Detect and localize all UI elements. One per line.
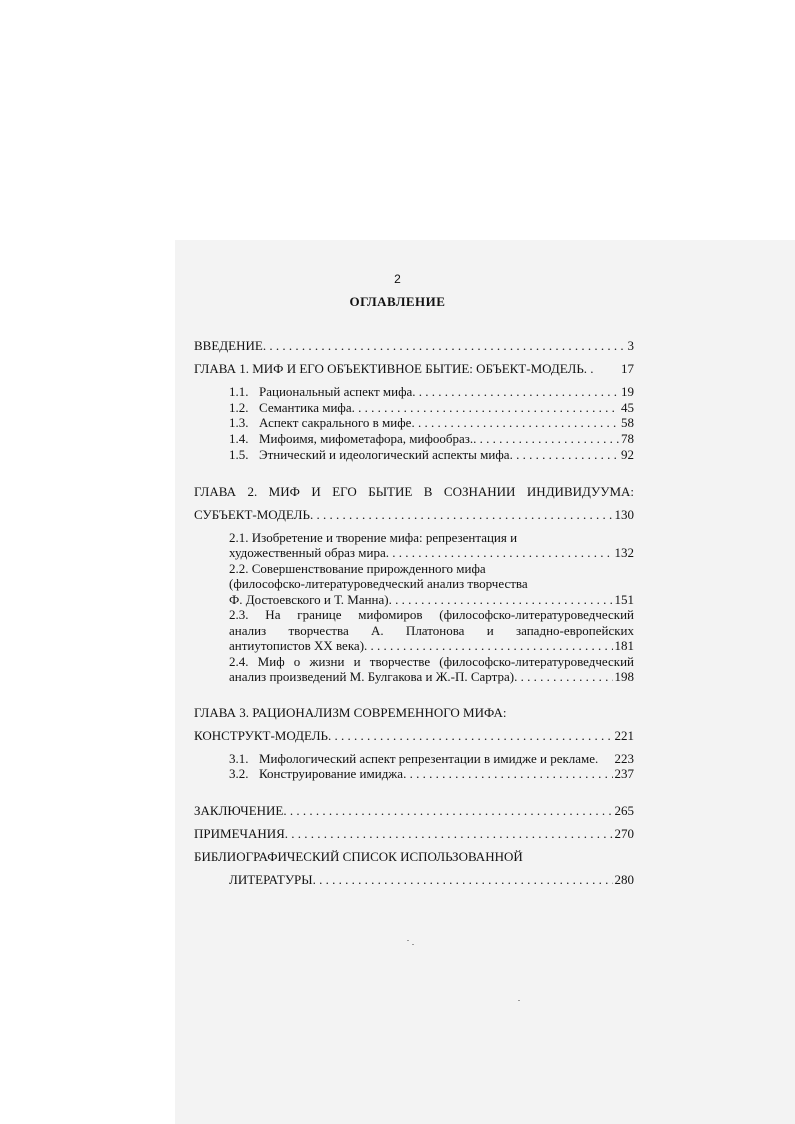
section-label: Этнический и идеологический аспекты мифа [259,447,510,462]
toc-leader [263,338,626,354]
section-label: Конструирование имиджа [259,766,404,781]
toc-leader [411,415,619,431]
toc-page: 132 [614,545,634,560]
section-label: антиутопистов XX века) [229,638,365,653]
toc-leader [412,384,619,400]
section-line: 2.4. Миф о жизни и творчестве (философско-литературоведческий [229,654,634,669]
toc-label: ЗАКЛЮЧЕНИЕ [194,803,284,818]
toc-entry-section [229,447,634,463]
toc-entry-section [229,415,634,431]
toc-page: 237 [614,766,634,781]
toc-label-continued: ЛИТЕРАТУРЫ [229,872,313,887]
toc-label: БИБЛИОГРАФИЧЕСКИЙ СПИСОК ИСПОЛЬЗОВАННОЙ [194,849,523,864]
toc-entry-notes [194,826,634,842]
toc-entry-section [229,669,634,685]
toc-entry-intro [194,338,634,354]
section-line: 2.1. Изобретение и творение мифа: репрезентация и [229,530,518,545]
section-label: Мифологический аспект репрезентации в имидже и рекламе. [259,751,599,766]
section-label: художественный образ мира [229,545,386,560]
toc-page: 270 [614,826,634,841]
section-number: 1.1. [229,384,249,399]
toc-entry-section [229,400,634,416]
toc-leader [328,728,612,744]
toc-entry-bibliography [229,872,634,888]
section-label: Аспект сакрального в мифе [259,415,412,430]
section-label: анализ произведений М. Булгакова и Ж.-П. Сартра) [229,669,515,684]
toc-leader [352,400,619,416]
section-number: 1.4. [229,431,249,446]
section-line: (философско-литературоведческий анализ творчества [229,576,528,591]
section-number: 1.5. [229,447,249,462]
toc-entry-chapter2 [194,507,634,523]
chapter-title: ГЛАВА 1. МИФ И ЕГО ОБЪЕКТИВНОЕ БЫТИЕ: ОБЪЕКТ-МОДЕЛЬ. . [194,361,594,376]
section-line: 2.2. Совершенствование прирожденного мифа [229,561,486,576]
page-title: ОГЛАВЛЕНИЕ [349,294,446,309]
section-label: Мифоимя, мифометафора, мифообраз. [259,431,474,446]
toc-leader [313,872,613,888]
page-number: 2 [394,272,401,286]
section-number: 3.1. [229,751,249,766]
toc-entry-chapter1 [194,361,634,377]
scan-speck [407,940,409,941]
toc-leader [386,545,613,561]
scan-speck [518,1000,520,1001]
toc-entry-section [229,592,634,608]
toc-leader [285,826,613,842]
section-label: Семантика мифа [259,400,352,415]
toc-leader [473,431,619,447]
toc-entry-section [229,751,634,767]
toc-page: 221 [614,728,634,743]
toc-leader [283,803,612,819]
toc-leader [389,592,613,608]
toc-page: 3 [627,338,634,353]
toc-leader [514,669,612,685]
section-label: Ф. Достоевского и Т. Манна) [229,592,389,607]
chapter-title-continued: КОНСТРУКТ-МОДЕЛЬ [194,728,329,743]
toc-page: 280 [614,872,634,887]
section-label: Рациональный аспект мифа [259,384,413,399]
toc-page: 58 [621,415,634,430]
toc-entry-chapter3 [194,728,634,744]
toc-page: 45 [621,400,634,415]
toc-leader [403,766,612,782]
toc-leader [364,638,612,654]
toc-entry-conclusion [194,803,634,819]
toc-label: ВВЕДЕНИЕ [194,338,263,353]
section-line: анализ творчества А. Платонова и западно-европейских [229,623,634,638]
toc-page: 198 [614,669,634,684]
scan-speck [412,944,414,945]
toc-page: 265 [614,803,634,818]
toc-entry-section [229,431,634,447]
toc-page: 92 [621,447,634,462]
chapter-title: ГЛАВА 2. МИФ И ЕГО БЫТИЕ В СОЗНАНИИ ИНДИВИДУУМА: [194,484,634,499]
toc-page: 17 [621,361,634,376]
toc-page: 130 [614,507,634,522]
toc-page: 181 [614,638,634,653]
toc-entry-section [229,384,634,400]
toc-leader [310,507,613,523]
toc-page: 78 [621,431,634,446]
toc-page: 223 [614,751,634,766]
toc-entry-section [229,545,634,561]
chapter-title-continued: СУБЪЕКТ-МОДЕЛЬ [194,507,310,522]
toc-label: ПРИМЕЧАНИЯ [194,826,285,841]
section-line: 2.3. На границе мифомиров (философско-литературоведческий [229,607,634,622]
toc-leader [510,447,619,463]
chapter-title: ГЛАВА 3. РАЦИОНАЛИЗМ СОВРЕМЕННОГО МИФА: [194,705,507,720]
section-number: 3.2. [229,766,249,781]
toc-entry-section [229,638,634,654]
section-number: 1.3. [229,415,249,430]
toc-entry-section [229,766,634,782]
toc-page: 151 [614,592,634,607]
section-number: 1.2. [229,400,249,415]
toc-page: 19 [621,384,634,399]
